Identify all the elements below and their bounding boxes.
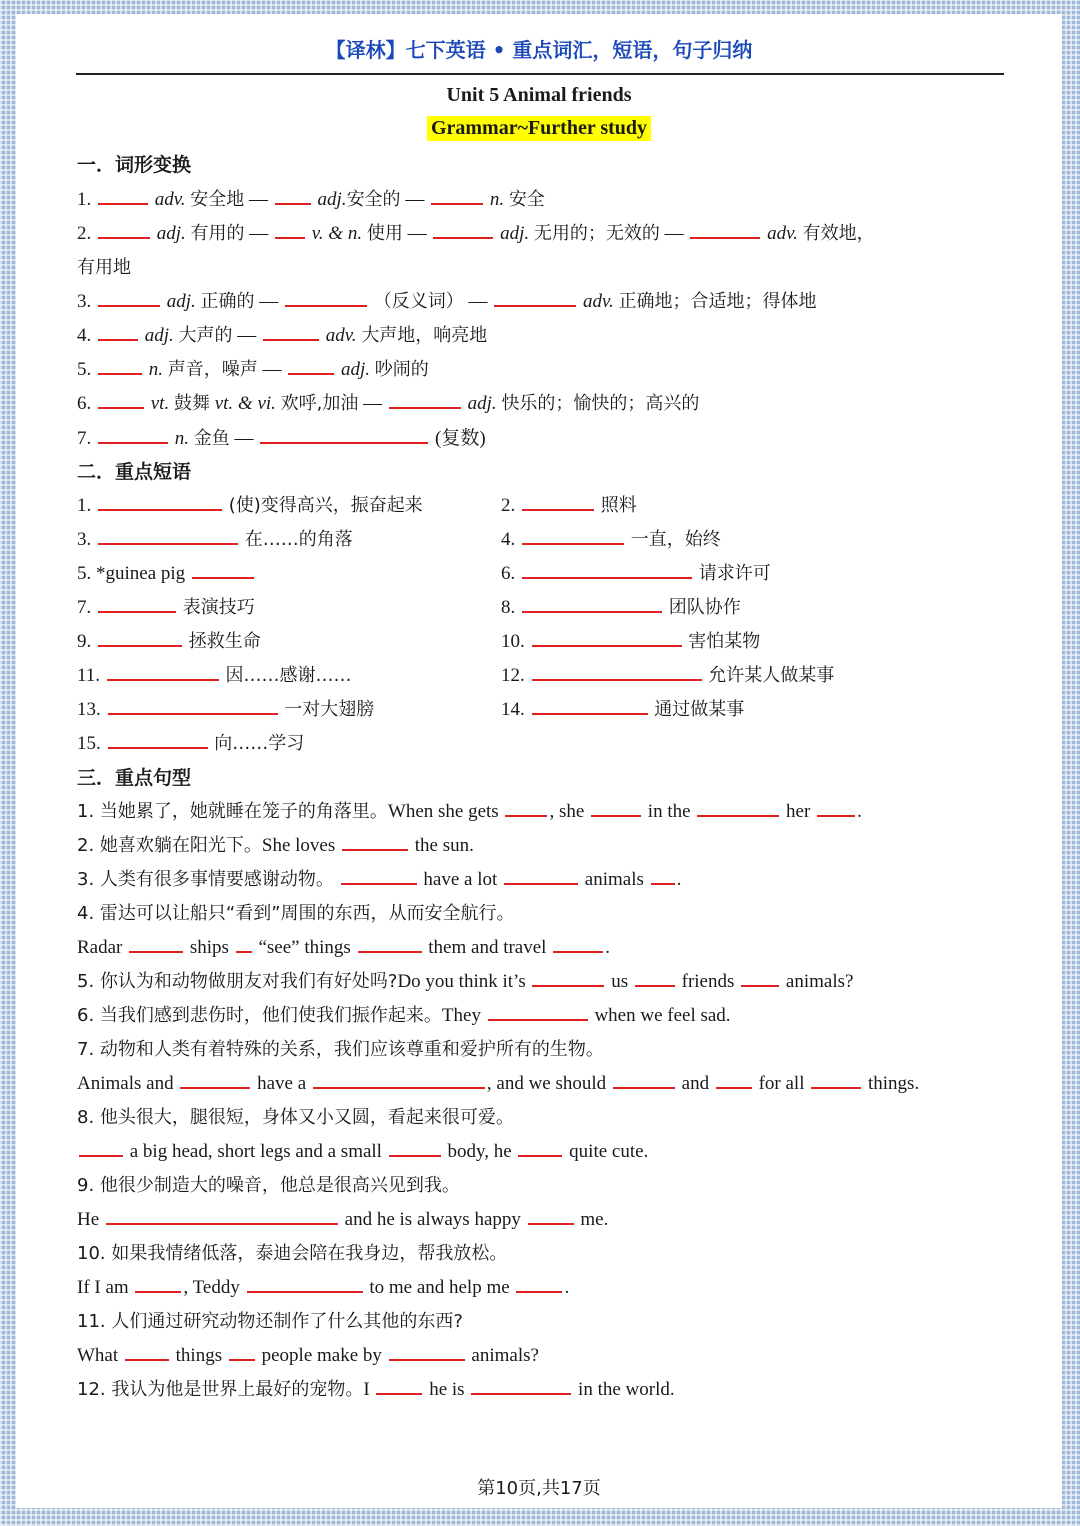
sentence-6: 6. 当我们感到悲伤时，他们使我们振作起来。They when we feel sad.	[77, 1001, 731, 1027]
sentence-8-chinese: 8. 他头很大，腿很短，身体又小又圆，看起来很可爱。	[77, 1107, 514, 1128]
answer-blank[interactable]	[285, 287, 367, 307]
unit-title: Unit 5 Animal friends	[446, 84, 632, 106]
answer-blank[interactable]	[275, 219, 305, 239]
lesson-subtitle: Grammar~Further study	[427, 116, 651, 141]
answer-blank[interactable]	[532, 967, 604, 987]
answer-blank[interactable]	[98, 287, 160, 307]
sentence-11-chinese: 11. 人们通过研究动物还制作了什么其他的东西?	[77, 1311, 463, 1332]
answer-blank[interactable]	[135, 1273, 181, 1293]
sentence-9: He and he is always happy me.	[77, 1205, 608, 1231]
answer-blank[interactable]	[389, 1341, 465, 1361]
phrase-item-13: 13. 一对大翅膀	[77, 695, 374, 721]
answer-blank[interactable]	[431, 185, 483, 205]
answer-blank[interactable]	[528, 1205, 574, 1225]
answer-blank[interactable]	[108, 729, 208, 749]
answer-blank[interactable]	[433, 219, 493, 239]
answer-blank[interactable]	[532, 695, 648, 715]
sentence-4: Radar ships “see” things them and travel .	[77, 933, 610, 959]
answer-blank[interactable]	[389, 1137, 441, 1157]
word-form-item-6: 6. vt. 鼓舞 vt. & vi. 欢呼,加油 — adj. 快乐的；愉快的；高兴的	[77, 389, 699, 415]
section-1-title: 一．词形变换	[77, 154, 192, 176]
answer-blank[interactable]	[504, 865, 578, 885]
sentence-4-chinese: 4. 雷达可以让船只“看到”周围的东西，从而安全航行。	[77, 903, 515, 924]
answer-blank[interactable]	[313, 1069, 485, 1089]
phrase-item-1: 1. (使)变得高兴，振奋起来	[77, 491, 423, 517]
answer-blank[interactable]	[288, 355, 334, 375]
sentence-10-chinese: 10. 如果我情绪低落，泰迪会陪在我身边，帮我放松。	[77, 1243, 508, 1264]
answer-blank[interactable]	[236, 933, 252, 953]
answer-blank[interactable]	[98, 491, 222, 511]
answer-blank[interactable]	[98, 424, 168, 444]
answer-blank[interactable]	[341, 865, 417, 885]
answer-blank[interactable]	[811, 1069, 861, 1089]
answer-blank[interactable]	[522, 525, 624, 545]
answer-blank[interactable]	[98, 627, 182, 647]
answer-blank[interactable]	[518, 1137, 562, 1157]
answer-blank[interactable]	[263, 321, 319, 341]
answer-blank[interactable]	[817, 797, 855, 817]
page-number: 第10页,共17页	[477, 1478, 601, 1499]
word-form-item-2: 2. adj. 有用的 — v. & n. 使用 — adj. 无用的；无效的 — adv. 有效地，	[77, 219, 875, 245]
sentence-2: 2. 她喜欢躺在阳光下。She loves the sun.	[77, 831, 474, 857]
answer-blank[interactable]	[553, 933, 603, 953]
answer-blank[interactable]	[275, 185, 311, 205]
answer-blank[interactable]	[690, 219, 760, 239]
answer-blank[interactable]	[716, 1069, 752, 1089]
phrase-item-3: 3. 在……的角落	[77, 525, 353, 551]
answer-blank[interactable]	[488, 1001, 588, 1021]
answer-blank[interactable]	[98, 185, 148, 205]
answer-blank[interactable]	[635, 967, 675, 987]
sentence-3: 3. 人类有很多事情要感谢动物。 have a lot animals .	[77, 865, 681, 891]
sentence-5: 5. 你认为和动物做朋友对我们有好处吗?Do you think it’s us friends animals?	[77, 967, 853, 993]
phrase-item-5: 5. *guinea pig	[77, 559, 256, 585]
phrase-item-2: 2. 照料	[501, 491, 637, 517]
answer-blank[interactable]	[532, 627, 682, 647]
worksheet-header: 【译林】七下英语 • 重点词汇，短语，句子归纳	[325, 38, 753, 62]
phrase-item-11: 11. 因……感谢……	[77, 661, 352, 687]
answer-blank[interactable]	[389, 389, 461, 409]
answer-blank[interactable]	[125, 1341, 169, 1361]
answer-blank[interactable]	[98, 321, 138, 341]
answer-blank[interactable]	[247, 1273, 363, 1293]
answer-blank[interactable]	[79, 1137, 123, 1157]
phrase-item-15: 15. 向……学习	[77, 729, 304, 755]
answer-blank[interactable]	[107, 661, 219, 681]
sentence-8: a big head, short legs and a small body, he quite cute.	[77, 1137, 648, 1163]
answer-blank[interactable]	[129, 933, 183, 953]
answer-blank[interactable]	[108, 695, 278, 715]
answer-blank[interactable]	[522, 559, 692, 579]
phrase-item-10: 10. 害怕某物	[501, 627, 760, 653]
header-divider	[76, 73, 1004, 75]
answer-blank[interactable]	[532, 661, 702, 681]
answer-blank[interactable]	[98, 219, 150, 239]
phrase-item-4: 4. 一直，始终	[501, 525, 721, 551]
answer-blank[interactable]	[229, 1341, 255, 1361]
word-form-item-5: 5. n. 声音，噪声 — adj. 吵闹的	[77, 355, 429, 381]
sentence-1: 1. 当她累了，她就睡在笼子的角落里。When she gets , she in the her .	[77, 797, 862, 823]
answer-blank[interactable]	[358, 933, 422, 953]
word-form-item-4: 4. adj. 大声的 — adv. 大声地，响亮地	[77, 321, 487, 347]
answer-blank[interactable]	[342, 831, 408, 851]
phrase-item-7: 7. 表演技巧	[77, 593, 255, 619]
phrase-item-9: 9. 拯救生命	[77, 627, 261, 653]
phrase-item-12: 12. 允许某人做某事	[501, 661, 834, 687]
answer-blank[interactable]	[613, 1069, 675, 1089]
answer-blank[interactable]	[522, 491, 594, 511]
worksheet-page	[16, 14, 1062, 1508]
phrase-item-6: 6. 请求许可	[501, 559, 771, 585]
phrase-item-8: 8. 团队协作	[501, 593, 741, 619]
answer-blank[interactable]	[516, 1273, 562, 1293]
word-form-item-1: 1. adv. 安全地 — adj.安全的 — n. 安全	[77, 185, 545, 211]
answer-blank[interactable]	[98, 389, 144, 409]
section-3-title: 三．重点句型	[77, 767, 192, 789]
answer-blank[interactable]	[741, 967, 779, 987]
sentence-9-chinese: 9. 他很少制造大的噪音，他总是很高兴见到我。	[77, 1175, 460, 1196]
answer-blank[interactable]	[180, 1069, 250, 1089]
sentence-7-chinese: 7. 动物和人类有着特殊的关系，我们应该尊重和爱护所有的生物。	[77, 1039, 604, 1060]
answer-blank[interactable]	[651, 865, 675, 885]
section-2-title: 二．重点短语	[77, 461, 192, 483]
answer-blank[interactable]	[697, 797, 779, 817]
answer-blank[interactable]	[106, 1205, 338, 1225]
phrase-item-14: 14. 通过做某事	[501, 695, 744, 721]
answer-blank[interactable]	[98, 525, 238, 545]
answer-blank[interactable]	[98, 593, 176, 613]
sentence-7: Animals and have a , and we should and for all things.	[77, 1069, 919, 1095]
answer-blank[interactable]	[591, 797, 641, 817]
answer-blank[interactable]	[505, 797, 547, 817]
word-form-item-7: 7. n. 金鱼 — (复数)	[77, 423, 486, 450]
answer-blank[interactable]	[376, 1375, 422, 1395]
answer-blank[interactable]	[98, 355, 142, 375]
answer-blank[interactable]	[471, 1375, 571, 1395]
answer-blank[interactable]	[494, 287, 576, 307]
word-form-item-2-continued: 有用地	[77, 257, 131, 278]
sentence-12: 12. 我认为他是世界上最好的宠物。I he is in the world.	[77, 1375, 675, 1401]
answer-blank[interactable]	[260, 424, 428, 444]
sentence-11: What things people make by animals?	[77, 1341, 539, 1367]
answer-blank[interactable]	[522, 593, 662, 613]
word-form-item-3: 3. adj. 正确的 — （反义词） — adv. 正确地；合适地；得体地	[77, 287, 817, 313]
sentence-10: If I am , Teddy to me and help me .	[77, 1273, 569, 1299]
answer-blank[interactable]	[192, 559, 254, 579]
